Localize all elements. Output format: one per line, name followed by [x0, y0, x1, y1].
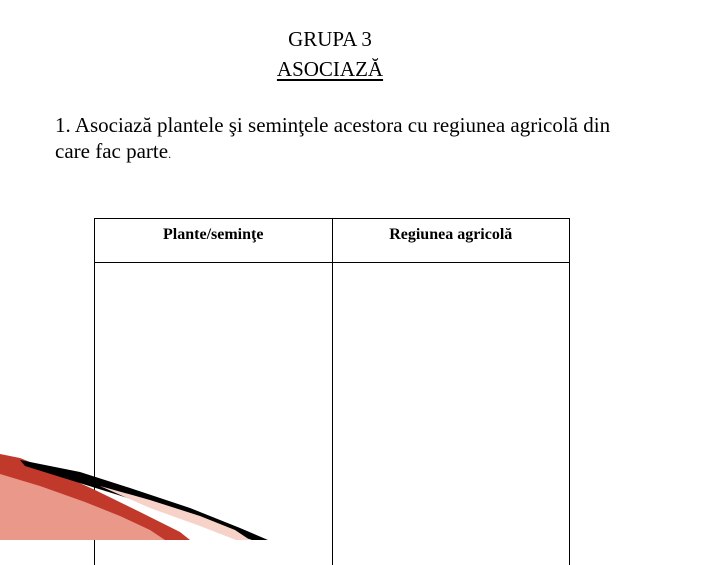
instruction-main: 1. Asociază plantele şi seminţele acestora cu regiunea agricolă din care fac parte [55, 113, 610, 163]
column-header-plants: Plante/seminţe [95, 219, 333, 263]
instruction-period: . [168, 147, 171, 161]
group-title: GRUPA 3 [250, 24, 410, 54]
table-header-row [95, 219, 570, 263]
column-header-region: Regiunea agricolă [332, 219, 570, 263]
table-row [95, 263, 570, 565]
association-table-wrapper [94, 218, 570, 548]
instruction-text [55, 112, 615, 167]
table-cell-region[interactable] [332, 263, 570, 565]
association-table [94, 218, 570, 565]
table-cell-plants[interactable] [95, 263, 333, 565]
title-block [250, 24, 410, 84]
activity-subtitle: ASOCIAZĂ [250, 54, 410, 84]
